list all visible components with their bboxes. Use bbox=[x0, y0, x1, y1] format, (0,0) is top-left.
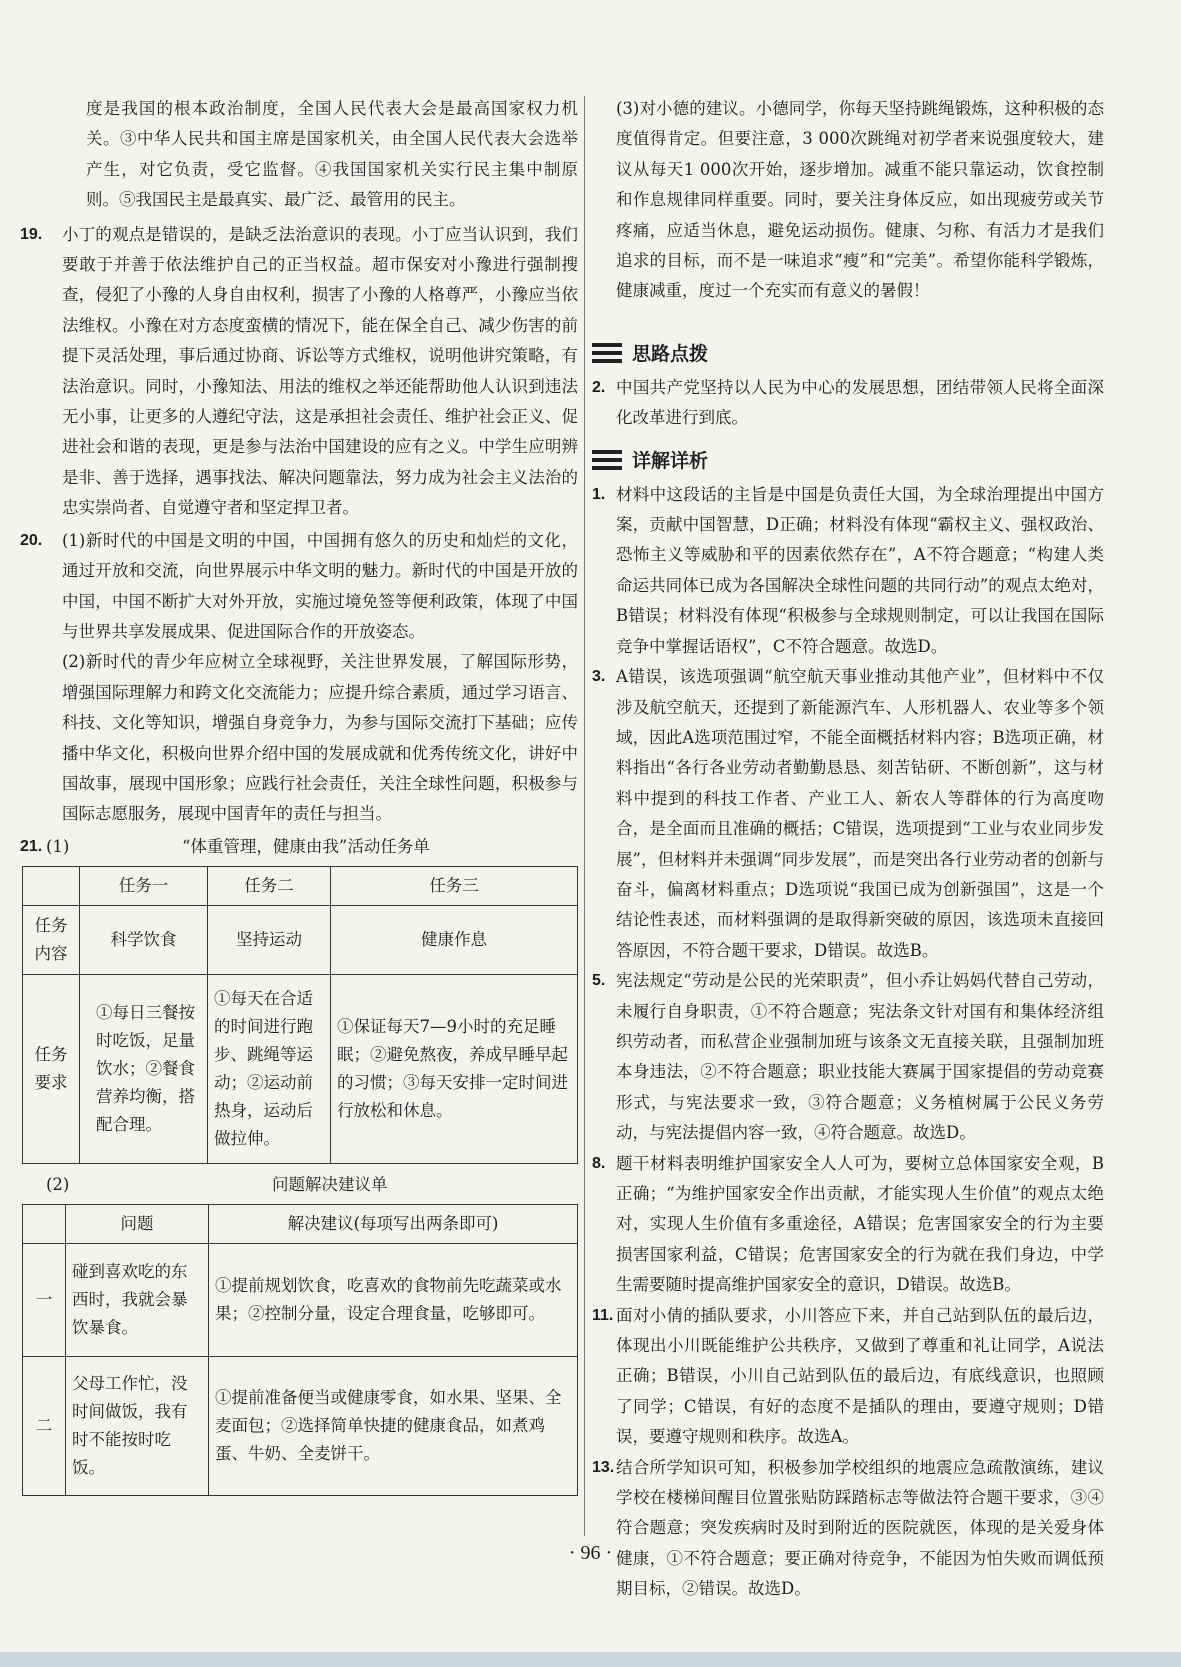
item-number: 3. bbox=[592, 668, 606, 686]
item-text: 题干材料表明维护国家安全人人可为，要树立总体国家安全观，B正确；“为维护国家安全作出贡献，才能实现人生价值”的观点太绝对，实现人生价值有多重途径，A错误；危害国家安全的行为主要损害国家利益，C错误；危害国家安全的行为就在我们身边，中学生需要随时提高维护国家安全的意识，D错误。故选B。 bbox=[616, 1153, 1104, 1295]
table-cell: ①提前规划饮食，吃喜欢的食物前先吃蔬菜或水果；②控制分量，设定合理食量，吃够即可。 bbox=[209, 1243, 578, 1356]
table-cell: 父母工作忙，没时间做饭，我有时不能按时吃饭。 bbox=[66, 1356, 209, 1495]
column-divider bbox=[584, 96, 585, 1536]
item-number: 8. bbox=[592, 1154, 606, 1172]
table-row bbox=[23, 1243, 578, 1356]
left-column bbox=[20, 94, 578, 1496]
intro-paragraph: 度是我国的根本政治制度，全国人民代表大会是最高国家权力机关。③中华人民共和国主席是国家机关，由全国人民代表大会选举产生，对它负责，受它监督。④我国国家机关实行民主集中制原则。⑤我国民主是最真实、最广泛、最管用的民主。 bbox=[86, 99, 578, 210]
answer-text: 小丁的观点是错误的，是缺乏法治意识的表现。小丁应当认识到，我们要敢于并善于依法维护自己的正当权益。超市保安对小豫进行强制搜查，侵犯了小豫的人身自由权利，损害了小豫的人格尊严，小豫应当依法维权。小豫在对方态度蛮横的情况下，能在保全自己、减少伤害的前提下灵活处理，事后通过协商、诉讼等方式维权，说明他讲究策略，有法治意识。同时，小豫知法、用法的维权之举还能帮助他人认识到违法无小事，让更多的人遵纪守法，这是承担社会责任、维护社会正义、促进社会和谐的表现，更是参与法治中国建设的应有之义。中学生应明辨是非、善于选择，遇事找法、解决问题靠法，努力成为社会主义法治的忠实崇尚者、自觉遵守者和坚定捍卫者。 bbox=[62, 224, 578, 518]
section-header bbox=[592, 333, 1104, 373]
item-number: 13. bbox=[592, 1458, 615, 1476]
item-number: 1. bbox=[592, 485, 606, 503]
part-label: (1) bbox=[46, 836, 70, 856]
table1-title: “体重管理，健康由我”活动任务单 bbox=[182, 836, 430, 856]
item-text: 结合所学知识可知，积极参加学校组织的地震应急疏散演练，建议学校在楼梯间醒目位置张贴防踩踏标志等做法符合题干要求，③④符合题意；突发疾病时及时到附近的医院就医，体现的是关爱身体健康，①不符合题意；要正确对待竞争，不能因为怕失败而调低预期目标，②错误。故选D。 bbox=[616, 1457, 1104, 1599]
explain-item bbox=[592, 1301, 1104, 1453]
table-header-row bbox=[23, 1204, 578, 1243]
table-header-row bbox=[23, 866, 578, 905]
right-column bbox=[592, 94, 1104, 1605]
answer-21-part-3: (3)对小德的建议。小德同学，你每天坚持跳绳锻炼，这种积极的态度值得肯定。但要注意，3 000次跳绳对初学者来说强度较大，建议从每天1 000次开始，逐步增加。减重不能只靠运动，饮食控制和作息规律同样重要。同时，要关注身体反应，如出现疲劳或关节疼痛，应适当休息，避免运动损伤。健康、匀称、有活力才是我们追求的目标，而不是一味追求“瘦”和“完美”。希望你能科学锻炼，健康减重，度过一个充实而有意义的暑假！ bbox=[616, 99, 1104, 301]
item-text: 材料中这段话的主旨是中国是负责任大国，为全球治理提出中国方案，贡献中国智慧，D正确；材料没有体现“霸权主义、强权政治、恐怖主义等威胁和平的因素依然存在”，A不符合题意；“构建人类命运共同体已成为各国解决全球性问题的共同行动”的观点太绝对，B错误；材料没有体现“积极参与全球规则制定，可以让我国在国际竞争中掌握话语权”，C不符合题意。故选D。 bbox=[616, 484, 1104, 656]
answer-part-2: (2)新时代的青少年应树立全球视野，关注世界发展，了解国际形势，增强国际理解力和跨文化交流能力；应提升综合素质，通过学习语言、科技、文化等知识，增强自身竞争力，为参与国际交流打下基础；应传播中华文化，积极向世界介绍中国的发展成就和优秀传统文化，讲好中国故事，展现中国形象；应践行社会责任，关注全球性问题，积极参与国际志愿服务，展现中国青年的责任与担当。 bbox=[62, 652, 578, 824]
section-header bbox=[592, 440, 1104, 480]
table-header: 任务一 bbox=[80, 866, 208, 905]
explain-item bbox=[592, 1149, 1104, 1301]
table-header: 任务二 bbox=[208, 866, 331, 905]
table-cell: 健康作息 bbox=[331, 905, 578, 974]
answer-number: 21. bbox=[20, 837, 43, 855]
task-table bbox=[22, 866, 578, 1164]
section-title: 详解详析 bbox=[632, 450, 709, 473]
table1-caption bbox=[20, 832, 578, 862]
answer-20 bbox=[20, 526, 578, 830]
section-title: 思路点拨 bbox=[632, 343, 709, 366]
table-header: 解决建议(每项写出两条即可) bbox=[209, 1204, 578, 1243]
table-cell: 科学饮食 bbox=[80, 905, 208, 974]
table-row bbox=[23, 1356, 578, 1495]
table-cell: ①每天在合适的时间进行跑步、跳绳等运动；②运动前热身，运动后做拉伸。 bbox=[208, 974, 331, 1163]
answer-21 bbox=[20, 832, 578, 1496]
row-label: 任务内容 bbox=[23, 905, 80, 974]
table2-caption bbox=[46, 1170, 578, 1200]
table2-title: 问题解决建议单 bbox=[272, 1174, 388, 1194]
row-index: 二 bbox=[23, 1356, 66, 1495]
explain-item bbox=[592, 480, 1104, 662]
item-number: 2. bbox=[592, 378, 606, 396]
hint-item bbox=[592, 373, 1104, 434]
table-row bbox=[23, 905, 578, 974]
item-number: 5. bbox=[592, 972, 606, 990]
explain-item bbox=[592, 662, 1104, 966]
table-header: 任务三 bbox=[331, 866, 578, 905]
page-number: · 96 · bbox=[568, 1542, 613, 1564]
item-text: 中国共产党坚持以人民为中心的发展思想，团结带领人民将全面深化改革进行到底。 bbox=[616, 377, 1104, 428]
explain-item bbox=[592, 966, 1104, 1148]
part-label: (2) bbox=[46, 1174, 70, 1194]
table-cell: 坚持运动 bbox=[208, 905, 331, 974]
item-number: 11. bbox=[592, 1306, 614, 1324]
explain-item bbox=[592, 1453, 1104, 1605]
answer-part-1: (1)新时代的中国是文明的中国，中国拥有悠久的历史和灿烂的文化，通过开放和交流，向世界展示中华文明的魅力。新时代的中国是开放的中国，中国不断扩大对外开放，实施过境免签等便利政策，体现了中国与世界共享发展成果、促进国际合作的开放姿态。 bbox=[62, 530, 578, 641]
table-cell: 碰到喜欢吃的东西时，我就会暴饮暴食。 bbox=[66, 1243, 209, 1356]
table-corner bbox=[23, 1204, 66, 1243]
table-cell: ①提前准备便当或健康零食，如水果、坚果、全麦面包；②选择简单快捷的健康食品，如煮鸡蛋、牛奶、全麦饼干。 bbox=[209, 1356, 578, 1495]
answer-number: 20. bbox=[20, 531, 43, 549]
section-icon bbox=[592, 343, 622, 363]
table-cell: ①保证每天7—9小时的充足睡眠；②避免熬夜，养成早睡早起的习惯；③每天安排一定时间进行放松和休息。 bbox=[331, 974, 578, 1163]
advice-table bbox=[22, 1204, 578, 1496]
table-corner bbox=[23, 866, 80, 905]
table-row bbox=[23, 974, 578, 1163]
answer-number: 19. bbox=[20, 225, 43, 243]
answer-19 bbox=[20, 220, 578, 524]
item-text: 面对小倩的插队要求，小川答应下来，并自己站到队伍的最后边，体现出小川既能维护公共秩序，又做到了尊重和礼让同学，A说法正确；B错误，小川自己站到队伍的最后边，有底线意识，也照顾了同学；C错误，有好的态度不是插队的理由，要遵守规则；D错误，要遵守规则和秩序。故选A。 bbox=[616, 1305, 1104, 1447]
section-icon bbox=[592, 450, 622, 470]
item-text: A错误，该选项强调“航空航天事业推动其他产业”，但材料中不仅涉及航空航天，还提到了新能源汽车、人形机器人、农业等多个领域，因此A选项范围过窄，不能全面概括材料内容；B选项正确，材料指出“各行各业劳动者勤勤恳恳、刻苦钻研、不断创新”，这与材料中提到的科技工作者、产业工人、新农人等群体的行为高度吻合，是全面而且准确的概括；C错误，选项提到“工业与农业同步发展”，但材料并未强调“同步发展”，而是突出各行业劳动者的创新与奋斗，偏离材料重点；D选项说“我国已成为创新强国”，这是一个结论性表述，而材料强调的是取得新突破的原因，该选项未直接回答原因，不符合题干要求，D错误。故选B。 bbox=[616, 667, 1104, 960]
row-index: 一 bbox=[23, 1243, 66, 1356]
table-header: 问题 bbox=[66, 1204, 209, 1243]
scan-edge-band bbox=[0, 1652, 1181, 1667]
table-cell: ①每日三餐按时吃饭，足量饮水；②餐食营养均衡，搭配合理。 bbox=[80, 974, 208, 1163]
item-text: 宪法规定“劳动是公民的光荣职责”，但小乔让妈妈代替自己劳动，未履行自身职责，①不符合题意；宪法条文针对国有和集体经济组织劳动者，而私营企业强制加班与该条文无直接关联，且强制加班本身违法，②不符合题意；职业技能大赛属于国家提倡的劳动竞赛形式，与宪法要求一致，③符合题意；义务植树属于公民义务劳动，与宪法提倡内容一致，④符合题意。故选D。 bbox=[616, 971, 1104, 1143]
row-label: 任务要求 bbox=[23, 974, 80, 1163]
